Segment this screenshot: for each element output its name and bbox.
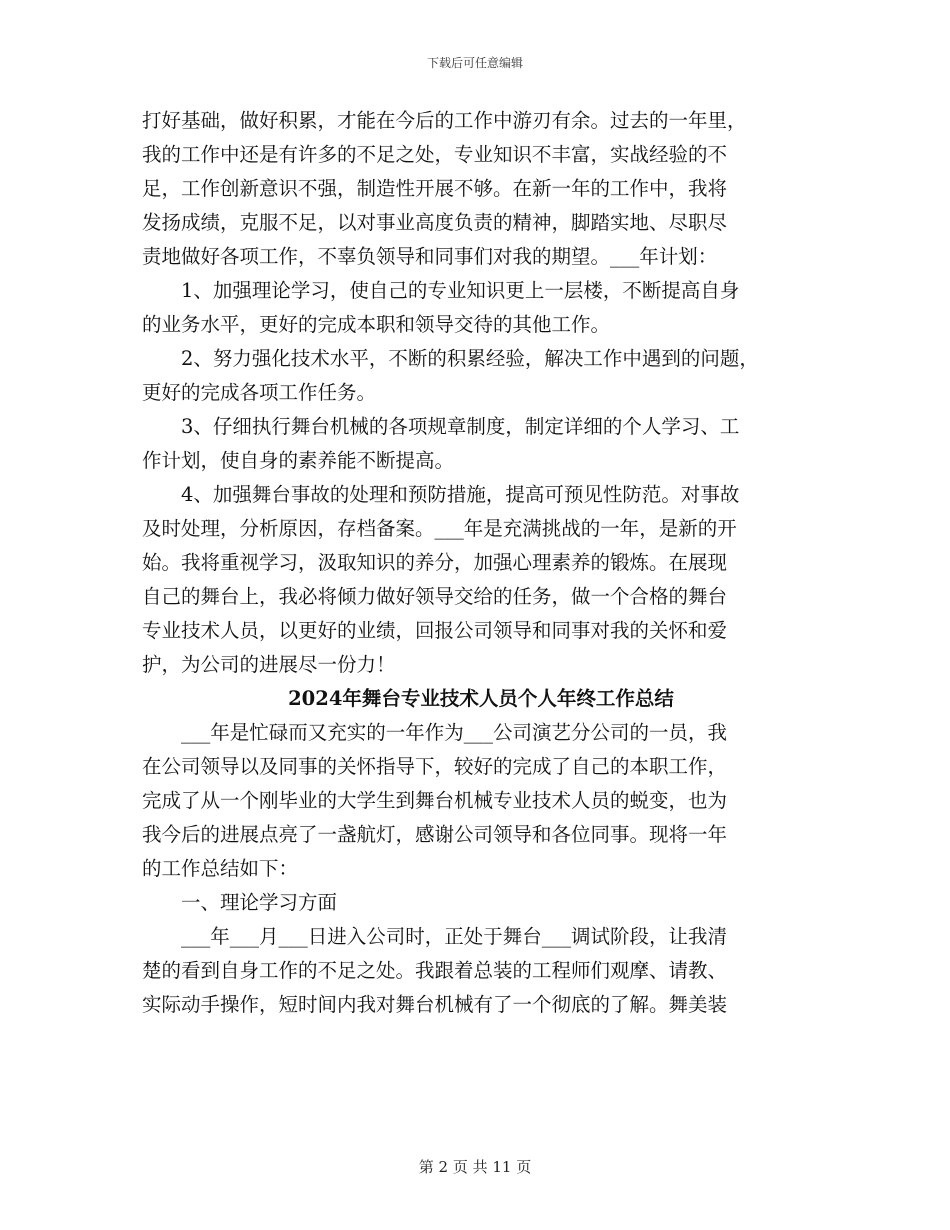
text-line: 专业技术人员，以更好的业绩，回报公司领导和同事对我的关怀和爱 [142, 619, 728, 642]
text-line: 在公司领导以及同事的关怀指导下，较好的完成了自己的本职工作， [142, 755, 728, 778]
text-line: 责地做好各项工作，不辜负领导和同事们对我的期望。___年计划： [142, 245, 718, 268]
text-line: ___年是忙碌而又充实的一年作为___公司演艺分公司的一员，我 [142, 721, 728, 744]
text-line: ___年___月___日进入公司时，正处于舞台___调试阶段，让我清 [142, 925, 728, 948]
text-line: 的业务水平，更好的完成本职和领导交待的其他工作。 [142, 313, 611, 336]
text-line: 及时处理，分析原因，存档备案。___年是充满挑战的一年，是新的开 [142, 517, 737, 540]
text-line: 始。我将重视学习，汲取知识的养分，加强心理素养的锻炼。在展现 [142, 551, 728, 574]
text-line: 我的工作中还是有许多的不足之处，专业知识不丰富，实战经验的不 [142, 143, 728, 166]
section-title: 2024年舞台专业技术人员个人年终工作总结 [288, 687, 674, 710]
text-line: 的工作总结如下： [142, 857, 299, 880]
text-line: 自己的舞台上，我必将倾力做好领导交给的任务，做一个合格的舞台 [142, 585, 728, 608]
text-line: 2、努力强化技术水平，不断的积累经验，解决工作中遇到的问题， [142, 347, 759, 370]
text-line: 更好的完成各项工作任务。 [142, 381, 377, 404]
page-footer: 第 2 页 共 11 页 [418, 1158, 532, 1176]
text-line: 4、加强舞台事故的处理和预防措施，提高可预见性防范。对事故 [142, 483, 740, 506]
text-line: 完成了从一个刚毕业的大学生到舞台机械专业技术人员的蜕变，也为 [142, 789, 728, 812]
text-line: 护，为公司的进展尽一份力！ [142, 653, 396, 676]
text-line: 实际动手操作，短时间内我对舞台机械有了一个彻底的了解。舞美装 [142, 993, 728, 1016]
text-line: 我今后的进展点亮了一盏航灯，感谢公司领导和各位同事。现将一年 [142, 823, 728, 846]
text-line: 一、理论学习方面 [142, 891, 338, 914]
text-line: 3、仔细执行舞台机械的各项规章制度，制定详细的个人学习、工 [142, 415, 740, 438]
text-line: 作计划，使自身的素养能不断提高。 [142, 449, 455, 472]
text-line: 打好基础，做好积累，才能在今后的工作中游刃有余。过去的一年里， [142, 109, 747, 132]
text-line: 1、加强理论学习，使自己的专业知识更上一层楼，不断提高自身 [142, 279, 740, 302]
text-line: 发扬成绩，克服不足，以对事业高度负责的精神，脚踏实地、尽职尽 [142, 211, 728, 234]
text-line: 楚的看到自身工作的不足之处。我跟着总装的工程师们观摩、请教、 [142, 959, 728, 982]
page-header: 下载后可任意编辑 [426, 56, 523, 70]
text-line: 足，工作创新意识不强，制造性开展不够。在新一年的工作中，我将 [142, 177, 728, 200]
document-body [142, 104, 810, 1022]
